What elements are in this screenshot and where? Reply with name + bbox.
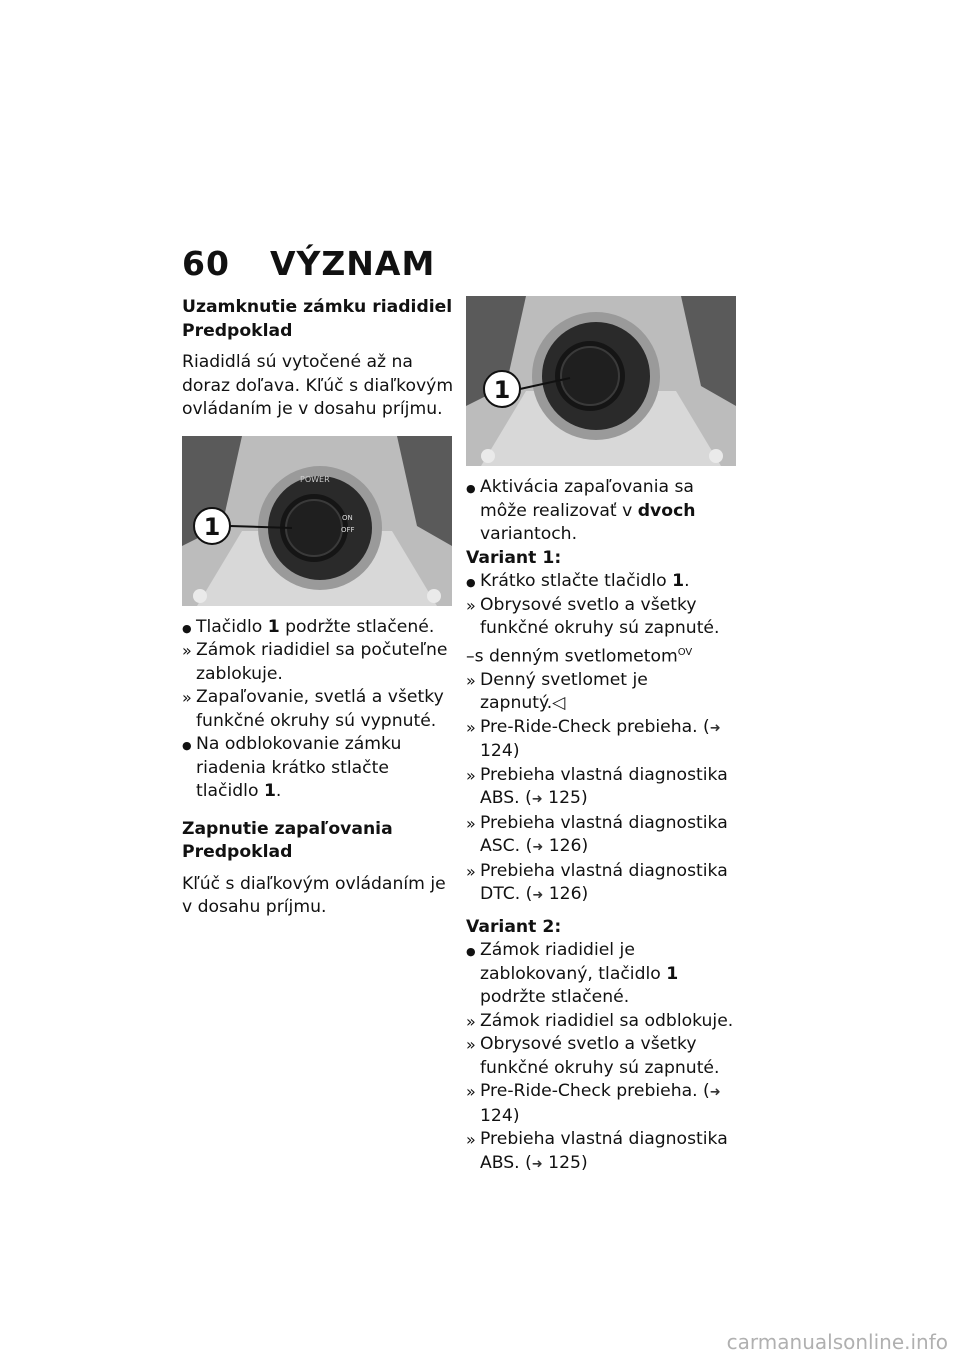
photo-callout-1: 1 bbox=[203, 512, 221, 541]
variant2-ref-1: » Pre-Ride-Check prebieha. (➜ 124) bbox=[466, 1080, 738, 1128]
variant2-result-1: » Zámok riadidiel sa odblokuje. bbox=[466, 1010, 738, 1034]
right-column bbox=[466, 296, 738, 1176]
ignition-prereq-text: Kľúč s diaľkovým ovládaním je v dosahu príjmu. bbox=[182, 873, 446, 917]
watermark-link[interactable]: carmanualsonline.info bbox=[726, 1330, 948, 1354]
ignition-prereq-title: Predpoklad bbox=[182, 842, 293, 862]
intro-step: ● Aktivácia zapaľovania sa môže realizovať v dvoch variantoch. bbox=[466, 476, 738, 547]
ignition-button-photo-2 bbox=[466, 296, 736, 466]
ignition-button-illustration bbox=[182, 436, 452, 606]
page-ref-arrow-icon: ➜ bbox=[531, 792, 543, 808]
lock-prereq-title: Predpoklad bbox=[182, 320, 293, 341]
lock-prereq-text: Riadidlá sú vytočené až na doraz doľava. Kľúč s diaľkovým ovládaním je v dosahu príjmu. bbox=[182, 352, 454, 419]
page-ref-arrow-icon: ➜ bbox=[531, 1156, 543, 1172]
left-column bbox=[182, 296, 454, 920]
variant1-condition: –s denným svetlometom$^{OV}$ bbox=[466, 646, 693, 667]
variant1-title: Variant 1: bbox=[466, 547, 562, 568]
ignition-button-illustration-2 bbox=[466, 296, 736, 466]
lock-step-2: ● Na odblokovanie zámku riadenia krátko stlačte tlačidlo 1. bbox=[182, 733, 454, 804]
variant1-condition-result: » Denný svetlomet je zapnutý.◁ bbox=[466, 669, 738, 716]
photo2-callout-1: 1 bbox=[493, 376, 511, 404]
end-condition-icon: ◁ bbox=[552, 693, 566, 714]
photo-on-label: ON bbox=[342, 513, 353, 522]
photo-off-label: OFF bbox=[341, 525, 355, 534]
variant1-result-1: » Obrysové svetlo a všetky funkčné okruhy sú zapnuté. bbox=[466, 594, 738, 641]
variant1-ref-3: » Prebieha vlastná diagnostika ASC. (➜ 126) bbox=[466, 812, 738, 860]
ignition-button-photo bbox=[182, 436, 452, 606]
lock-steps-list bbox=[182, 616, 454, 804]
lock-result-1: » Zámok riadidiel sa počuteľne zablokuje. bbox=[182, 639, 454, 686]
variant2-list bbox=[466, 939, 738, 1176]
variant1-list bbox=[466, 570, 738, 908]
variant1-step: ● Krátko stlačte tlačidlo 1. bbox=[466, 570, 738, 594]
variant2-result-2: » Obrysové svetlo a všetky funkčné okruhy sú zapnuté. bbox=[466, 1033, 738, 1080]
page-title: VÝZNAM bbox=[269, 244, 436, 283]
page-ref-arrow-icon: ➜ bbox=[709, 1085, 721, 1101]
variant2-title: Variant 2: bbox=[466, 916, 562, 937]
variant1-ref-2: » Prebieha vlastná diagnostika ABS. (➜ 125) bbox=[466, 764, 738, 812]
variant2-step: ● Zámok riadidiel je zablokovaný, tlačidlo 1 podržte stlačené. bbox=[466, 939, 738, 1010]
ignition-section-title: Zapnutie zapaľovania bbox=[182, 818, 393, 839]
page-ref-arrow-icon: ➜ bbox=[532, 888, 544, 904]
page-number: 60 bbox=[182, 244, 230, 283]
variant2-ref-2: » Prebieha vlastná diagnostika ABS. (➜ 125) bbox=[466, 1128, 738, 1176]
page-ref-arrow-icon: ➜ bbox=[709, 720, 721, 736]
page-ref-arrow-icon: ➜ bbox=[532, 840, 544, 856]
intro-list bbox=[466, 476, 738, 547]
lock-section-title: Uzamknutie zámku riadidiel bbox=[182, 297, 453, 317]
variant1-ref-4: » Prebieha vlastná diagnostika DTC. (➜ 126) bbox=[466, 860, 738, 908]
photo-power-label: POWER bbox=[300, 474, 330, 484]
variant1-ref-1: » Pre-Ride-Check prebieha. (➜ 124) bbox=[466, 716, 738, 764]
lock-step-1: ● Tlačidlo 1 podržte stlačené. bbox=[182, 616, 454, 640]
page-header bbox=[182, 244, 435, 283]
lock-result-2: » Zapaľovanie, svetlá a všetky funkčné okruhy sú vypnuté. bbox=[182, 686, 454, 733]
